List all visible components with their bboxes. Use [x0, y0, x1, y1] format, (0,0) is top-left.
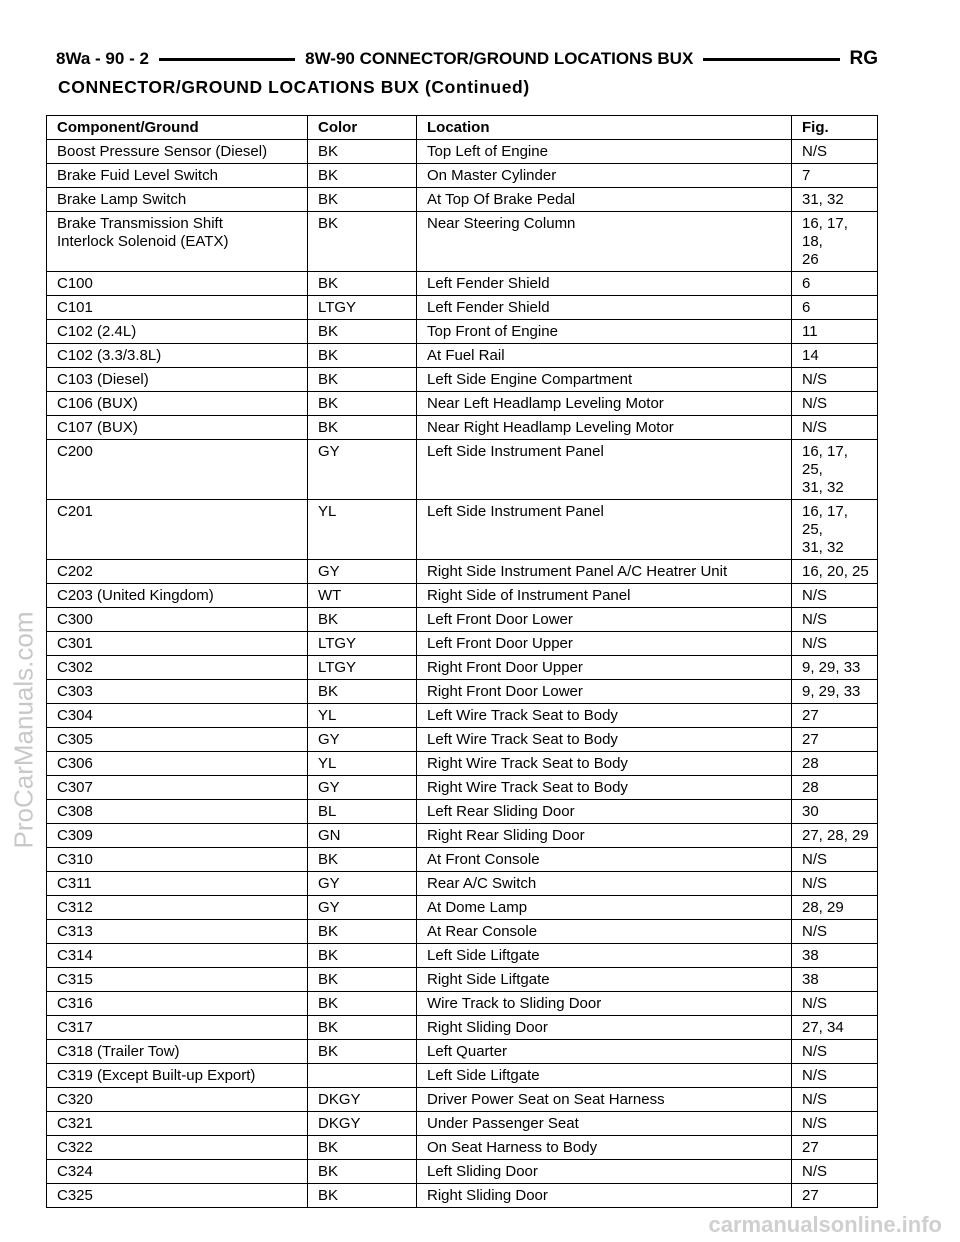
location-cell: Left Wire Track Seat to Body [417, 704, 792, 728]
location-cell: Rear A/C Switch [417, 872, 792, 896]
location-cell: Right Sliding Door [417, 1184, 792, 1208]
location-cell: Wire Track to Sliding Door [417, 992, 792, 1016]
fig-cell: N/S [792, 1040, 878, 1064]
fig-cell: N/S [792, 368, 878, 392]
component-cell: C100 [47, 272, 308, 296]
color-cell: BK [308, 164, 417, 188]
column-header: Color [308, 116, 417, 140]
component-cell: C308 [47, 800, 308, 824]
location-cell: On Master Cylinder [417, 164, 792, 188]
component-cell: C309 [47, 824, 308, 848]
color-cell: DKGY [308, 1112, 417, 1136]
location-cell: Right Rear Sliding Door [417, 824, 792, 848]
color-cell: GY [308, 872, 417, 896]
fig-cell: 28, 29 [792, 896, 878, 920]
table-row [47, 1040, 878, 1064]
color-cell: GY [308, 440, 417, 500]
table-row [47, 920, 878, 944]
color-cell: BK [308, 212, 417, 272]
table-row [47, 968, 878, 992]
component-cell: C313 [47, 920, 308, 944]
location-cell: Right Side of Instrument Panel [417, 584, 792, 608]
side-watermark-text: ProCarManuals.com [8, 611, 39, 849]
fig-cell: 28 [792, 752, 878, 776]
component-cell: C203 (United Kingdom) [47, 584, 308, 608]
color-cell: BK [308, 1040, 417, 1064]
fig-cell: N/S [792, 848, 878, 872]
component-cell: C310 [47, 848, 308, 872]
fig-cell: 31, 32 [792, 188, 878, 212]
location-cell: Left Fender Shield [417, 296, 792, 320]
location-cell: Left Wire Track Seat to Body [417, 728, 792, 752]
fig-cell: 38 [792, 968, 878, 992]
component-cell: C325 [47, 1184, 308, 1208]
fig-cell: N/S [792, 872, 878, 896]
fig-cell: N/S [792, 920, 878, 944]
table-row [47, 1112, 878, 1136]
component-cell: C320 [47, 1088, 308, 1112]
location-cell: At Dome Lamp [417, 896, 792, 920]
table-row [47, 440, 878, 500]
component-cell: C305 [47, 728, 308, 752]
page-header [56, 46, 878, 72]
component-cell: C319 (Except Built-up Export) [47, 1064, 308, 1088]
page-subtitle: CONNECTOR/GROUND LOCATIONS BUX (Continued) [58, 77, 530, 97]
component-cell: C311 [47, 872, 308, 896]
table-row [47, 824, 878, 848]
fig-cell: N/S [792, 992, 878, 1016]
color-cell: BK [308, 680, 417, 704]
table-row [47, 656, 878, 680]
component-cell: C302 [47, 656, 308, 680]
location-cell: On Seat Harness to Body [417, 1136, 792, 1160]
connector-table [46, 115, 878, 1208]
fig-cell: 6 [792, 272, 878, 296]
location-cell: Driver Power Seat on Seat Harness [417, 1088, 792, 1112]
location-cell: Under Passenger Seat [417, 1112, 792, 1136]
color-cell: BK [308, 1016, 417, 1040]
table-row [47, 344, 878, 368]
fig-cell: 27 [792, 1184, 878, 1208]
color-cell: BK [308, 992, 417, 1016]
location-cell: Near Left Headlamp Leveling Motor [417, 392, 792, 416]
table-row [47, 1136, 878, 1160]
component-cell: C321 [47, 1112, 308, 1136]
location-cell: Right Wire Track Seat to Body [417, 776, 792, 800]
component-cell: C303 [47, 680, 308, 704]
location-cell: Right Side Instrument Panel A/C Heatrer Unit [417, 560, 792, 584]
color-cell: BL [308, 800, 417, 824]
location-cell: Left Side Liftgate [417, 1064, 792, 1088]
table-row [47, 872, 878, 896]
bottom-watermark: carmanualsonline.info [708, 1212, 942, 1237]
table-row [47, 992, 878, 1016]
color-cell: YL [308, 752, 417, 776]
color-cell: BK [308, 392, 417, 416]
fig-cell: N/S [792, 1160, 878, 1184]
location-cell: Left Rear Sliding Door [417, 800, 792, 824]
fig-cell: N/S [792, 608, 878, 632]
model-code: RG [849, 48, 879, 69]
location-cell: Right Wire Track Seat to Body [417, 752, 792, 776]
fig-cell: 14 [792, 344, 878, 368]
table-header-row [47, 116, 878, 140]
fig-cell: 27 [792, 728, 878, 752]
table-row [47, 296, 878, 320]
color-cell: GN [308, 824, 417, 848]
table-row [47, 800, 878, 824]
location-cell: At Front Console [417, 848, 792, 872]
table-row [47, 896, 878, 920]
location-cell: Near Steering Column [417, 212, 792, 272]
table-row [47, 680, 878, 704]
location-cell: Left Fender Shield [417, 272, 792, 296]
header-rule-left [159, 58, 295, 61]
column-header: Component/Ground [47, 116, 308, 140]
color-cell: BK [308, 968, 417, 992]
color-cell: BK [308, 1184, 417, 1208]
section-title: 8W-90 CONNECTOR/GROUND LOCATIONS BUX [305, 49, 694, 68]
color-cell: GY [308, 560, 417, 584]
table-row [47, 140, 878, 164]
location-cell: Right Front Door Upper [417, 656, 792, 680]
color-cell: YL [308, 704, 417, 728]
fig-cell: N/S [792, 1064, 878, 1088]
table-row [47, 392, 878, 416]
fig-cell: 16, 17, 25, 31, 32 [792, 500, 878, 560]
fig-cell: N/S [792, 584, 878, 608]
location-cell: Left Quarter [417, 1040, 792, 1064]
component-cell: Brake Fuid Level Switch [47, 164, 308, 188]
table-row [47, 1088, 878, 1112]
component-cell: C317 [47, 1016, 308, 1040]
component-cell: C200 [47, 440, 308, 500]
color-cell: BK [308, 368, 417, 392]
fig-cell: N/S [792, 1088, 878, 1112]
fig-cell: N/S [792, 416, 878, 440]
color-cell: LTGY [308, 296, 417, 320]
component-cell: C314 [47, 944, 308, 968]
location-cell: Right Sliding Door [417, 1016, 792, 1040]
fig-cell: N/S [792, 392, 878, 416]
table-row [47, 1016, 878, 1040]
fig-cell: 7 [792, 164, 878, 188]
column-header: Location [417, 116, 792, 140]
component-cell: C318 (Trailer Tow) [47, 1040, 308, 1064]
component-cell: C106 (BUX) [47, 392, 308, 416]
table-row [47, 1184, 878, 1208]
color-cell: BK [308, 1160, 417, 1184]
table-row [47, 164, 878, 188]
side-watermark [4, 430, 44, 1030]
table-row [47, 212, 878, 272]
table-row [47, 944, 878, 968]
fig-cell: 27 [792, 1136, 878, 1160]
location-cell: Left Side Engine Compartment [417, 368, 792, 392]
location-cell: Near Right Headlamp Leveling Motor [417, 416, 792, 440]
fig-cell: N/S [792, 140, 878, 164]
location-cell: Top Left of Engine [417, 140, 792, 164]
component-cell: C101 [47, 296, 308, 320]
fig-cell: 6 [792, 296, 878, 320]
table-row [47, 728, 878, 752]
page-number: 8Wa - 90 - 2 [56, 49, 149, 68]
table-row [47, 416, 878, 440]
color-cell: BK [308, 344, 417, 368]
color-cell [308, 1064, 417, 1088]
color-cell: WT [308, 584, 417, 608]
location-cell: Left Front Door Upper [417, 632, 792, 656]
fig-cell: 9, 29, 33 [792, 656, 878, 680]
component-cell: Brake Lamp Switch [47, 188, 308, 212]
color-cell: BK [308, 272, 417, 296]
table-row [47, 704, 878, 728]
table-row [47, 320, 878, 344]
component-cell: C102 (3.3/3.8L) [47, 344, 308, 368]
location-cell: Left Side Liftgate [417, 944, 792, 968]
color-cell: DKGY [308, 1088, 417, 1112]
color-cell: BK [308, 920, 417, 944]
component-cell: Brake Transmission Shift Interlock Solenoid (EATX) [47, 212, 308, 272]
table-row [47, 1064, 878, 1088]
component-cell: Boost Pressure Sensor (Diesel) [47, 140, 308, 164]
fig-cell: 27, 28, 29 [792, 824, 878, 848]
color-cell: BK [308, 320, 417, 344]
component-cell: C324 [47, 1160, 308, 1184]
table-row [47, 632, 878, 656]
fig-cell: N/S [792, 1112, 878, 1136]
color-cell: BK [308, 608, 417, 632]
table-row [47, 776, 878, 800]
color-cell: BK [308, 1136, 417, 1160]
fig-cell: 27, 34 [792, 1016, 878, 1040]
location-cell: Left Side Instrument Panel [417, 500, 792, 560]
location-cell: Right Side Liftgate [417, 968, 792, 992]
color-cell: GY [308, 776, 417, 800]
location-cell: Top Front of Engine [417, 320, 792, 344]
location-cell: Left Sliding Door [417, 1160, 792, 1184]
fig-cell: 16, 20, 25 [792, 560, 878, 584]
header-rule-right [703, 58, 839, 61]
component-cell: C201 [47, 500, 308, 560]
fig-cell: 28 [792, 776, 878, 800]
color-cell: BK [308, 944, 417, 968]
color-cell: BK [308, 188, 417, 212]
table-row [47, 848, 878, 872]
component-cell: C107 (BUX) [47, 416, 308, 440]
fig-cell: 30 [792, 800, 878, 824]
table-row [47, 368, 878, 392]
fig-cell: 27 [792, 704, 878, 728]
table-row [47, 188, 878, 212]
component-cell: C315 [47, 968, 308, 992]
location-cell: At Rear Console [417, 920, 792, 944]
table-row [47, 584, 878, 608]
location-cell: At Top Of Brake Pedal [417, 188, 792, 212]
table-row [47, 560, 878, 584]
column-header: Fig. [792, 116, 878, 140]
color-cell: LTGY [308, 632, 417, 656]
fig-cell: 16, 17, 25, 31, 32 [792, 440, 878, 500]
component-cell: C102 (2.4L) [47, 320, 308, 344]
color-cell: BK [308, 416, 417, 440]
component-cell: C300 [47, 608, 308, 632]
table-row [47, 272, 878, 296]
location-cell: At Fuel Rail [417, 344, 792, 368]
color-cell: BK [308, 140, 417, 164]
component-cell: C202 [47, 560, 308, 584]
component-cell: C316 [47, 992, 308, 1016]
table-row [47, 752, 878, 776]
component-cell: C304 [47, 704, 308, 728]
component-cell: C312 [47, 896, 308, 920]
table-row [47, 608, 878, 632]
fig-cell: 9, 29, 33 [792, 680, 878, 704]
component-cell: C322 [47, 1136, 308, 1160]
fig-cell: N/S [792, 632, 878, 656]
fig-cell: 11 [792, 320, 878, 344]
fig-cell: 16, 17, 18, 26 [792, 212, 878, 272]
fig-cell: 38 [792, 944, 878, 968]
component-cell: C306 [47, 752, 308, 776]
location-cell: Left Side Instrument Panel [417, 440, 792, 500]
table-row [47, 500, 878, 560]
component-cell: C103 (Diesel) [47, 368, 308, 392]
location-cell: Right Front Door Lower [417, 680, 792, 704]
table-row [47, 1160, 878, 1184]
component-cell: C301 [47, 632, 308, 656]
color-cell: YL [308, 500, 417, 560]
color-cell: GY [308, 896, 417, 920]
table-body [47, 140, 878, 1208]
color-cell: BK [308, 848, 417, 872]
component-cell: C307 [47, 776, 308, 800]
color-cell: GY [308, 728, 417, 752]
location-cell: Left Front Door Lower [417, 608, 792, 632]
color-cell: LTGY [308, 656, 417, 680]
